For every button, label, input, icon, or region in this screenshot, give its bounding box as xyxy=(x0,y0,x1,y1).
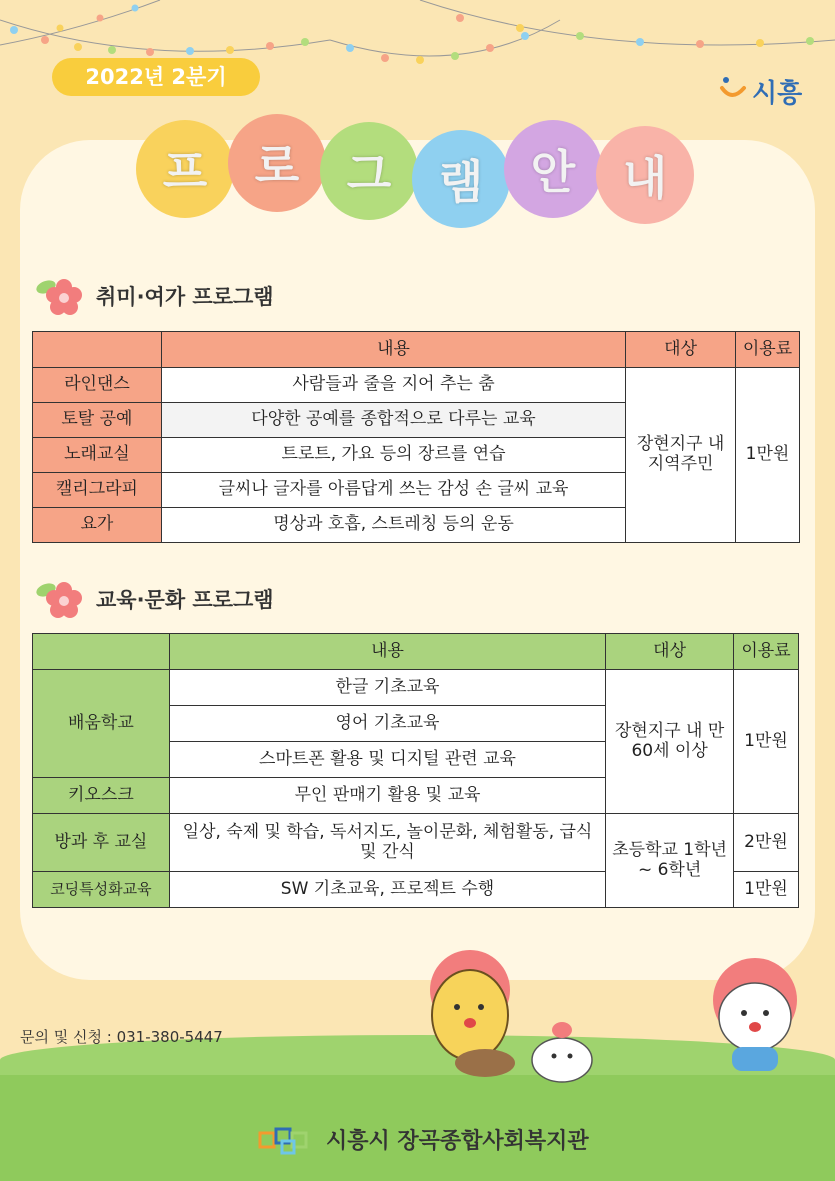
header-content: 내용 xyxy=(161,332,625,368)
table-row xyxy=(33,368,800,403)
program-content: 트로트, 가요 등의 장르를 연습 xyxy=(161,438,625,473)
program-content: 사람들과 줄을 지어 추는 춤 xyxy=(161,368,625,403)
flower-icon xyxy=(34,578,84,620)
program-fee: 1만원 xyxy=(734,670,799,814)
contact-info: 문의 및 신청 : 031-380-5447 xyxy=(20,1028,223,1046)
section-title-text: 취미·여가 프로그램 xyxy=(96,285,274,309)
program-content: 글씨나 글자를 아름답게 쓰는 감성 손 글씨 교육 xyxy=(161,473,625,508)
siheung-logo xyxy=(718,72,802,110)
program-content: SW 기초교육, 프로젝트 수행 xyxy=(169,872,605,908)
program-content: 일상, 숙제 및 학습, 독서지도, 놀이문화, 체험활동, 급식 및 간식 xyxy=(169,814,605,872)
table-row xyxy=(33,670,799,706)
dog-illustration xyxy=(522,1020,602,1090)
program-target: 장현지구 내 지역주민 xyxy=(626,368,736,543)
character-illustration-left xyxy=(415,945,535,1085)
season-badge: 2022년 2분기 xyxy=(52,58,260,96)
header-fee: 이용료 xyxy=(736,332,800,368)
header-target: 대상 xyxy=(606,634,734,670)
program-name: 요가 xyxy=(33,508,162,543)
title-char-4: 램 xyxy=(412,130,510,228)
title-char-2: 로 xyxy=(228,114,326,212)
header-target: 대상 xyxy=(626,332,736,368)
program-name: 코딩특성화교육 xyxy=(33,872,170,908)
character-illustration-right xyxy=(700,955,810,1085)
program-content: 다양한 공예를 종합적으로 다루는 교육 xyxy=(161,403,625,438)
program-content: 영어 기초교육 xyxy=(169,706,605,742)
program-content: 무인 판매기 활용 및 교육 xyxy=(169,778,605,814)
title-char-1: 프 xyxy=(136,120,234,218)
edu-program-table xyxy=(32,633,799,908)
program-name: 라인댄스 xyxy=(33,368,162,403)
title-char-5: 안 xyxy=(504,120,602,218)
section-title-text: 교육·문화 프로그램 xyxy=(96,588,274,612)
organization-footer xyxy=(258,1124,589,1155)
program-fee: 1만원 xyxy=(736,368,800,543)
header-content: 내용 xyxy=(169,634,605,670)
header-blank xyxy=(33,332,162,368)
section-title-hobby xyxy=(34,275,274,317)
table-header-row xyxy=(33,332,800,368)
org-logo-icon xyxy=(258,1125,318,1155)
program-content: 스마트폰 활용 및 디지털 관련 교육 xyxy=(169,742,605,778)
program-fee: 1만원 xyxy=(734,872,799,908)
header-blank xyxy=(33,634,170,670)
org-name: 시흥시 장곡종합사회복지관 xyxy=(326,1129,589,1154)
program-name: 방과 후 교실 xyxy=(33,814,170,872)
page-title xyxy=(136,110,706,230)
table-header-row xyxy=(33,634,799,670)
program-content: 한글 기초교육 xyxy=(169,670,605,706)
flower-icon xyxy=(34,275,84,317)
title-char-3: 그 xyxy=(320,122,418,220)
program-target: 초등학교 1학년 ~ 6학년 xyxy=(606,814,734,908)
program-name: 노래교실 xyxy=(33,438,162,473)
program-name: 캘리그라피 xyxy=(33,473,162,508)
program-content: 명상과 호흡, 스트레칭 등의 운동 xyxy=(161,508,625,543)
program-name: 배움학교 xyxy=(33,670,170,778)
section-title-edu xyxy=(34,578,274,620)
program-target: 장현지구 내 만 60세 이상 xyxy=(606,670,734,814)
program-fee: 2만원 xyxy=(734,814,799,872)
program-name: 토탈 공예 xyxy=(33,403,162,438)
title-char-6: 내 xyxy=(596,126,694,224)
program-name: 키오스크 xyxy=(33,778,170,814)
header-fee: 이용료 xyxy=(734,634,799,670)
hobby-program-table xyxy=(32,331,800,543)
logo-text: 시흥 xyxy=(752,79,802,109)
table-row xyxy=(33,814,799,872)
